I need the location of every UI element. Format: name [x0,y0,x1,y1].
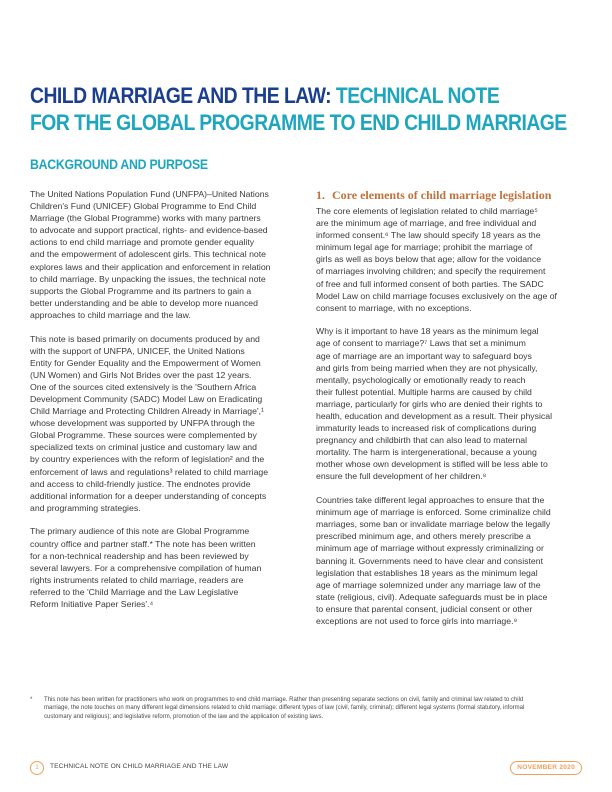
text-line: Reform Initiative Paper Series'.⁴ [30,599,154,609]
text-line: ensure the full development of her children.⁸ [316,471,487,482]
text-line: by country experiences with the reform of legislation² and the [30,454,265,465]
paragraph [30,188,296,321]
text-line: Entity for Gender Equality and the Empowerment of Women [30,357,261,368]
text-line: and programming strategies. [30,502,141,513]
text-line: Model Law on child marriage focuses exclusively on the age of [316,290,557,301]
text-line: additional information for a deeper understanding of concepts [30,490,267,501]
text-line: mentally, psychologically or emotionally ready to reach [316,374,526,385]
text-line: Children's Fund (UNICEF) Global Programme to End Child [30,201,257,212]
text-line: Development Community (SADC) Model Law on Eradicating [30,394,263,404]
text-line: explores laws and their application and enforcement in relation [30,261,271,272]
text-line: health, education and development as a result. Their physical [316,411,552,421]
page-footer [30,760,582,774]
heading-text: Core elements of child marriage legislation [332,188,552,202]
paragraph [316,325,586,482]
text-line: One of the sources cited extensively is the 'Southern Africa [30,381,257,392]
text-line: of marriages involving children; and specify the requirement [316,266,546,277]
text-line: immaturity leads to increased risk of complications during [316,423,537,434]
title-technical-note: TECHNICAL NOTE [331,83,500,108]
text-line: rights instruments related to child marriage, readers are [30,574,244,585]
text-line: age of marriage are an important way to safeguard boys [316,350,532,361]
text-line: and access to child-friendly justice. The endnotes provide [30,478,251,489]
text-line: informed consent.⁶ The law should specify 18 years as the [316,230,541,241]
heading-number: 1. [316,188,325,202]
text-line: (UN Women) and Girls Not Brides over the past 12 years. [30,369,252,380]
paragraph [30,525,296,610]
date-badge: NOVEMBER 2020 [510,761,582,775]
text-line: to child marriage. By unpacking the issues, the technical note [30,273,266,284]
text-line: age of marriage solemnized under any marriage law of the [316,579,541,590]
text-line: country office and partner staff.* The note has been written [30,538,256,549]
text-line: legislation that establishes 18 years as the minimum legal [316,567,538,578]
text-line: The United Nations Population Fund (UNFPA)–United Nations [30,189,269,199]
text-line: referred to the 'Child Marriage and the Law Legislative [30,586,239,597]
core-elements-heading [316,188,586,202]
text-line: Why is it important to have 18 years as the minimum legal [316,326,539,337]
title-line-2: FOR THE GLOBAL PROGRAMME TO END CHILD MARRIAGE [30,110,567,135]
section-title: BACKGROUND AND PURPOSE [30,156,208,172]
text-line: for a non-technical readership and has been reviewed by [30,550,249,561]
right-column [316,188,586,639]
text-line: enforcement of laws and regulations³ related to child marriage [30,466,269,477]
text-line: banning it. Governments need to have clear and consistent [316,555,543,566]
text-line: Child Marriage and Protecting Children Already in Marriage',¹ [30,406,264,417]
text-line: The core elements of legislation related to child marriage⁵ [316,206,538,216]
text-line: of free and full informed consent of both parties. The SADC [316,278,544,289]
paragraph [30,333,296,514]
text-line: marriage, particularly for girls who are denied their rights to [316,398,543,409]
text-line: minimum age of marriage is enforced. Some criminalize child [316,507,551,518]
text-line: consent to marriage, with no exceptions. [316,302,472,313]
text-line: girls as well as boys below that age; allow for the voidance [316,254,542,265]
text-line: Global Programme. These sources were complemented by [30,430,257,441]
text-line: Marriage (the Global Programme) works with many partners [30,213,261,224]
text-line: several lawyers. For a comprehensive compilation of human [30,562,262,573]
footnote-mark: * [30,697,33,703]
text-line: pregnancy and childbirth that can also lead to maternal [316,435,528,446]
text-line: to ensure that parental consent, judicial consent or other [316,603,533,614]
text-line: marriage, the note touches on many different legal dimensions related to child marriage: different types of law (civil, family, criminal); different legal systems (formal statutory, informal [44,705,525,712]
page-number: 1 [30,761,44,775]
text-line: better understanding and be able to develop more nuanced [30,297,258,308]
paragraph [316,205,586,314]
text-line: This note is based primarily on documents produced by and [30,333,260,344]
text-line: mother whose own development is stifled will be less able to [316,459,548,470]
text-line: are the minimum age of marriage, and free individual and [316,218,537,229]
text-line: with the support of UNFPA, UNICEF, the United Nations [30,345,245,356]
text-line: to advocate and support practical, rights- and evidence-based [30,225,268,236]
text-line: supports the Global Programme and its partners to gain a [30,285,252,296]
text-line: and girls from being married when they are not physically, [316,362,538,373]
running-head: TECHNICAL NOTE ON CHILD MARRIAGE AND THE LAW [50,763,229,770]
text-line: and the empowerment of adolescent girls. This technical note [30,249,266,260]
text-line: mortality. The harm is intergenerational, because a young [316,447,537,458]
title-main: CHILD MARRIAGE AND THE LAW: [30,83,332,108]
text-line: approaches to child marriage and the law. [30,309,191,320]
footnote-text [44,696,586,721]
text-line: age of consent to marriage?⁷ Laws that set a minimum [316,338,526,349]
text-line: This note has been written for practitioners who work on programmes to end child marriage. Rather than presenting separate sections on civil, family and criminal law related to child [44,697,524,703]
text-line: exceptions are not used to force girls into marriage.⁹ [316,616,518,626]
text-line: marriages, some ban or invalidate marriage below the legally [316,519,551,530]
text-line: minimum legal age for marriage; prohibit the marriage of [316,242,533,253]
text-line: minimum age of marriage without expressly criminalizing or [316,543,544,554]
text-line: whose development was supported by UNFPA through the [30,418,255,429]
text-line: The primary audience of this note are Global Programme [30,526,250,537]
document-title [30,82,590,136]
paragraph [316,494,586,627]
left-column [30,188,296,622]
text-line: actions to end child marriage and promote gender equality [30,237,255,248]
title-line-1 [30,82,512,109]
text-line: their fullest potential. Multiple harms are caused by child [316,386,532,397]
text-line: Countries take different legal approaches to ensure that the [316,495,545,506]
text-line: specialized texts on criminal justice and customary law and [30,442,257,453]
text-line: prescribed minimum age, and others merely prescribe a [316,531,531,542]
text-line: state (religious, civil). Adequate safeguards must be in place [316,591,548,602]
text-line: customary and religious); and legislative reform, promotion of the law and the application of existing laws. [44,713,324,720]
